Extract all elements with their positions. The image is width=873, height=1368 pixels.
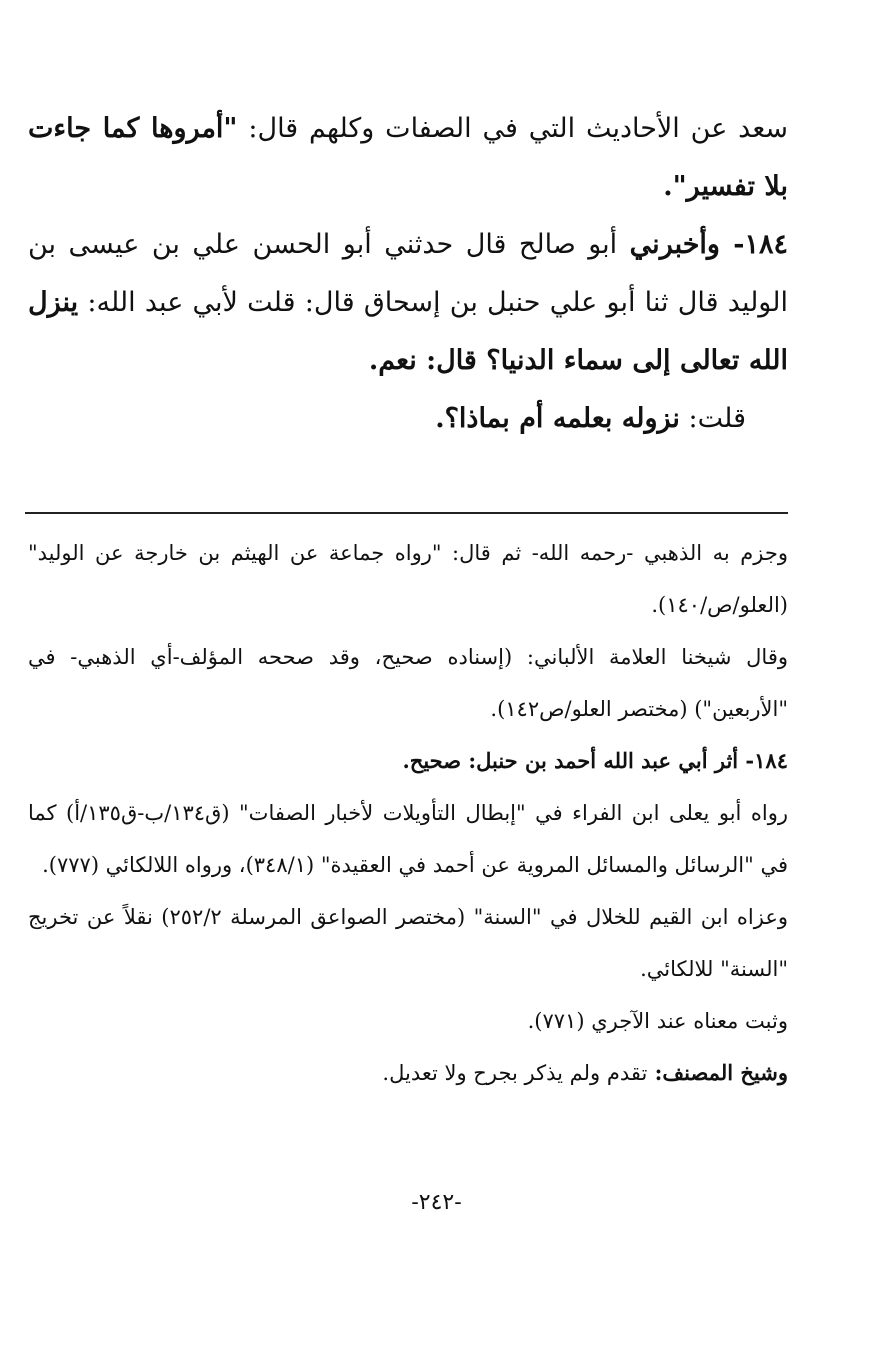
opening-quote: "أمروها كما جاءت بلا تفسير".	[28, 113, 788, 202]
shaykh-text: تقدم ولم يذكر بجرح ولا تعديل.	[382, 1061, 648, 1085]
footnote-heading-184: ١٨٤- أثر أبي عبد الله أحمد بن حنبل: صحيح.	[402, 748, 788, 773]
paragraph-question-2	[28, 390, 788, 448]
footnote-shaykh	[28, 1047, 788, 1099]
main-text-block	[28, 100, 788, 448]
footnote-ibn-qayyim: وعزاه ابن القيم للخلال في "السنة" (مختصر الصواعق المرسلة ٢٥٢/٢) نقلاً عن تخريج "السنة" للالكائي.	[28, 905, 788, 981]
paragraph-hadith-184	[28, 216, 788, 390]
footnotes-block	[28, 527, 788, 1099]
footnote-ajurri: وثبت معناه عند الآجري (٧٧١).	[527, 1009, 788, 1033]
hadith-chain: أبو صالح قال حدثني أبو الحسن علي بن عيسى بن الوليد قال ثنا أبو علي حنبل بن إسحاق قال: قلت لأبي عبد الله:	[28, 229, 788, 318]
footnote-albani: وقال شيخنا العلامة الألباني: (إسناده صحيح، وقد صححه المؤلف-أي الذهبي- في "الأربعين") (مختصر العلو/ص١٤٢).	[28, 645, 788, 721]
shaykh-label: وشيخ المصنف:	[647, 1060, 788, 1085]
question-text: نزوله بعلمه أم بماذا؟.	[435, 403, 680, 434]
footnote-dhahabi: وجزم به الذهبي -رحمه الله- ثم قال: "رواه جماعة عن الهيثم بن خارجة عن الوليد" (العلو/ص/١٤٠).	[28, 541, 788, 617]
footnote-divider	[25, 512, 788, 514]
opening-text: سعد عن الأحاديث التي في الصفات وكلهم قال:	[237, 113, 789, 144]
hadith-question: ينزل الله تعالى إلى سماء الدنيا؟ قال: نعم.	[28, 287, 788, 376]
page-number: -٢٤٢-	[411, 1190, 462, 1215]
footnote-abu-yala: رواه أبو يعلى ابن الفراء في "إبطال التأويلات لأخبار الصفات" (ق١٣٤/ب-ق١٣٥/أ) كما في "الرسائل والمسائل المروية عن أحمد في العقيدة" (٣٤٨/١)، ورواه اللالكائي (٧٧٧).	[28, 801, 788, 877]
question-label: قلت:	[679, 403, 746, 434]
paragraph-opening	[28, 100, 788, 216]
hadith-number: ١٨٤- وأخبرني	[629, 229, 788, 260]
